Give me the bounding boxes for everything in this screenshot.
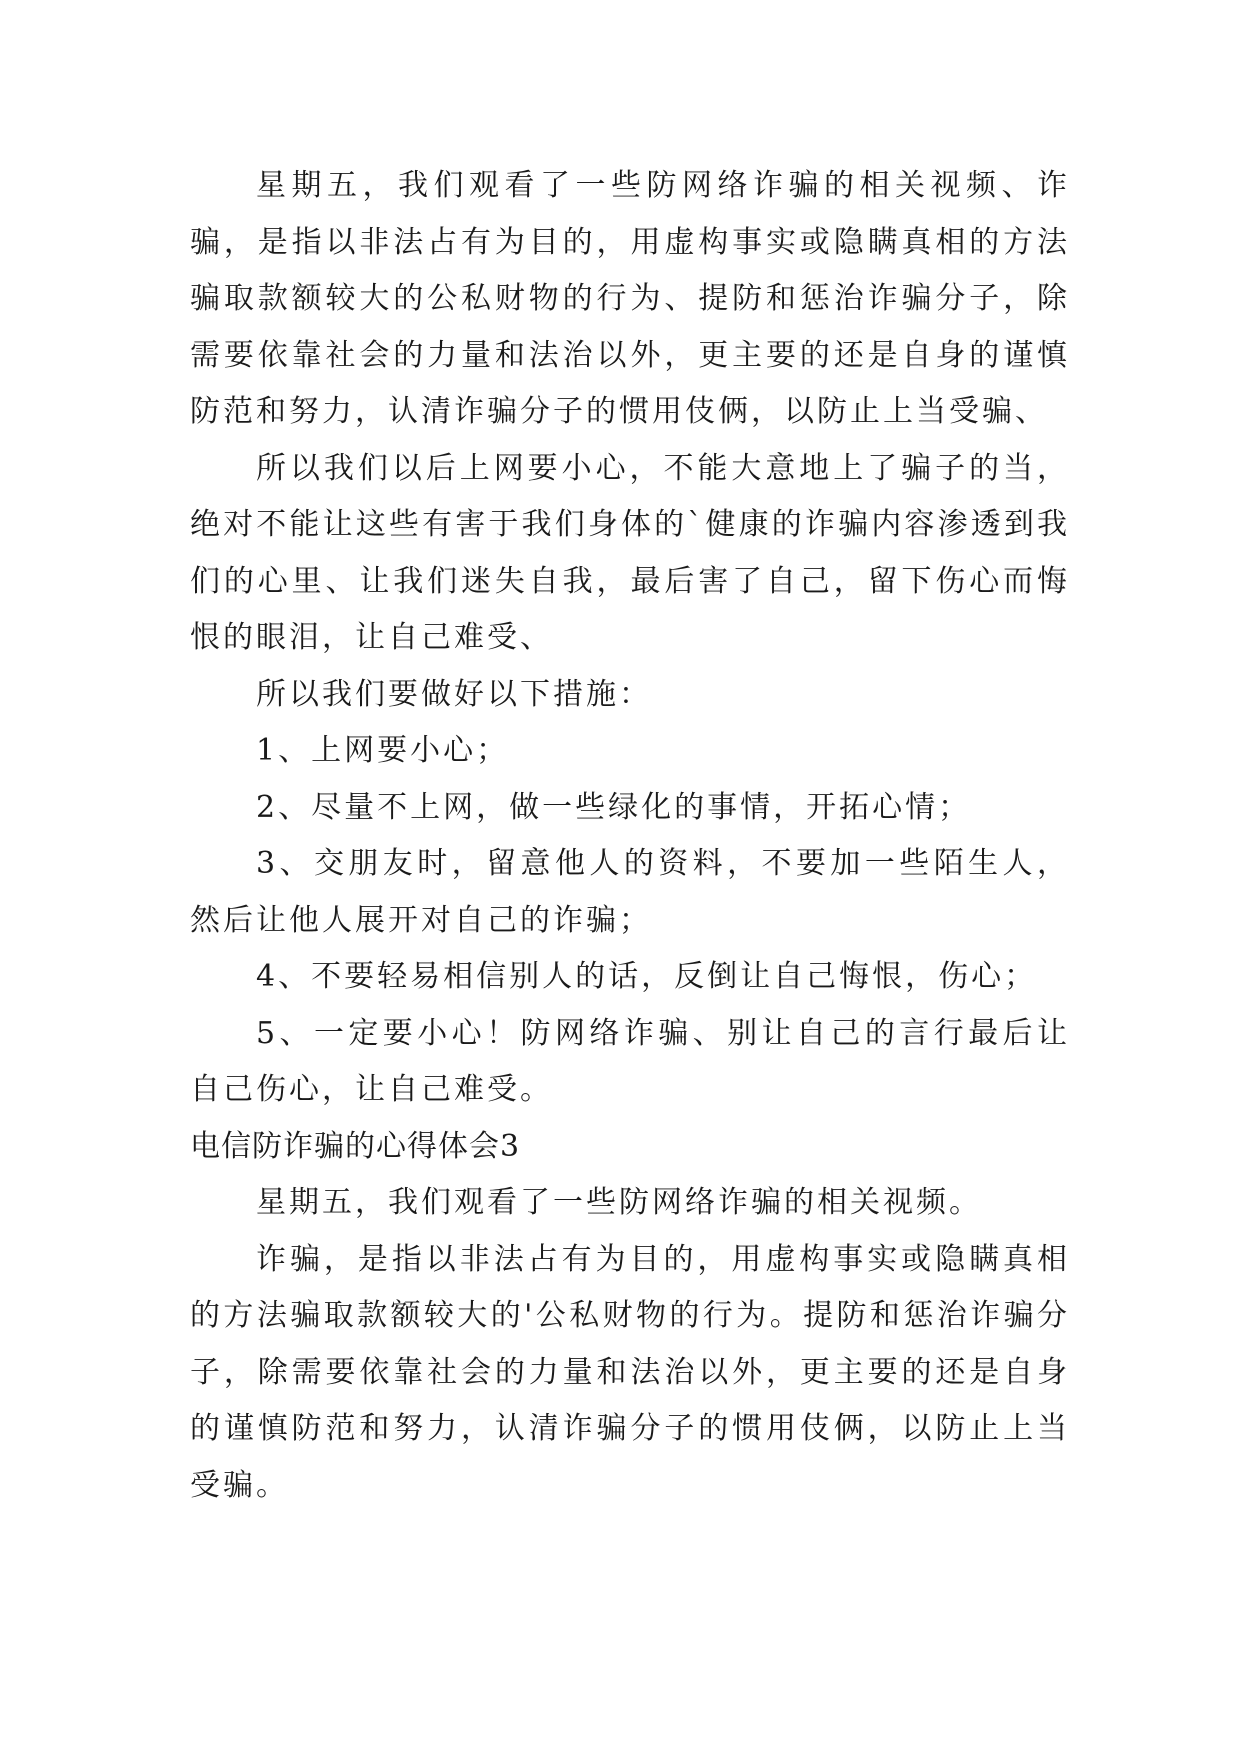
paragraph-measures-intro: 所以我们要做好以下措施： xyxy=(256,676,652,712)
list-item-1: 1、上网要小心； xyxy=(256,733,510,768)
document-body xyxy=(190,158,1070,1514)
paragraph-intro: 星期五，我们观看了一些防网络诈骗的相关视频、诈骗，是指以非法占有为目的，用虚构事实或隐瞒真相的方法骗取款额较大的公私财物的行为、提防和惩治诈骗分子，除需要依靠社会的力量和法治以外，更主要的还是自身的谨慎防范和努力，认清诈骗分子的惯用伎俩，以防止上当受骗、 xyxy=(190,168,1070,429)
section-heading: 电信防诈骗的心得体会3 xyxy=(190,1128,521,1164)
paragraph-section3-intro: 星期五，我们观看了一些防网络诈骗的相关视频。 xyxy=(256,1185,982,1220)
list-item-3: 3、交朋友时，留意他人的资料，不要加一些陌生人，然后让他人展开对自己的诈骗； xyxy=(190,846,1070,938)
list-item-2: 2、尽量不上网，做一些绿化的事情，开拓心情； xyxy=(256,789,972,825)
paragraph-caution: 所以我们以后上网要小心，不能大意地上了骗子的当，绝对不能让这些有害于我们身体的`健康的诈骗内容渗透到我们的心里、让我们迷失自我，最后害了自己，留下伤心而悔恨的眼泪，让自己难受、 xyxy=(190,450,1070,655)
list-item-4: 4、不要轻易相信别人的话，反倒让自己悔恨，伤心； xyxy=(256,959,1038,994)
paragraph-section3-body: 诈骗，是指以非法占有为目的，用虚构事实或隐瞒真相的方法骗取款额较大的'公私财物的行为。提防和惩治诈骗分子，除需要依靠社会的力量和法治以外，更主要的还是自身的谨慎防范和努力，认清诈骗分子的惯用伎俩，以防止上当受骗。 xyxy=(190,1241,1070,1503)
list-item-5: 5、一定要小心！防网络诈骗、别让自己的言行最后让自己伤心，让自己难受。 xyxy=(190,1015,1070,1107)
